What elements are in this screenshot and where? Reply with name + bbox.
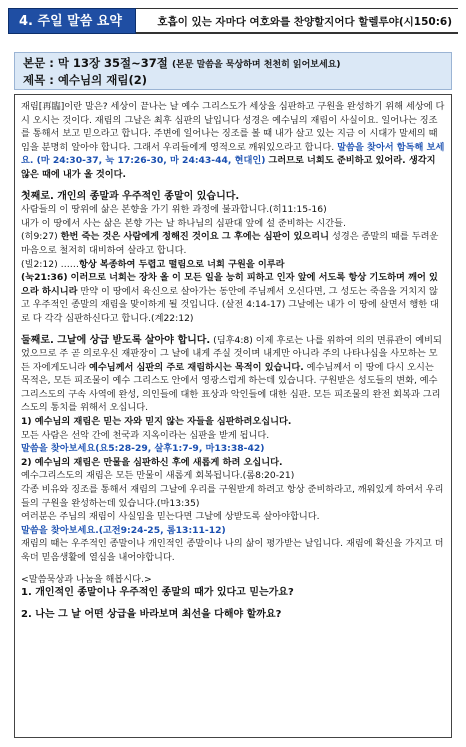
point2-paragraph [21,334,445,416]
intro-paragraph [21,100,445,182]
section-badge: 4. 주일 말씀 요약 [8,8,136,34]
sub1-text: 모든 사람은 선악 간에 천국과 지옥이라는 심판을 받게 됩니다. [21,429,270,441]
sub1-reference: 말씀을 찾아보세요(요5:28-29, 살후1:7-9, 마13:38-42) [21,443,265,455]
title-box [14,52,452,90]
intro-closing: 그러므로 너희도 준비하고 있어라. 생각지 않은 때에 내가 올 것이다. [21,155,436,180]
point2-text-1c: 예수님께서 이 땅에 다시 오시는 목적은, 모든 피조물이 예수 그리스도 안에서 영광스럽게 하는데 있습니다. 구원받은 성도들의 변화, 예수그리스도의 구속 사역에 완성, 의인들에 대한 표상과 악인들에 대한 심판. 모든 피조물의 완전 회복과 그리스도의 통치를 위해서 오십니다. [21,361,441,414]
ref-luke21: (눅21:36) [21,272,68,284]
sub2-heading: 2) 예수님의 재림은 만물을 심판하신 후에 새롭게 하려 오십니다. [21,456,283,468]
question-2: 2. 나는 그 날 어떤 상급을 바라보며 최선을 다해야 할까요? [21,608,282,620]
intro-text: 재림[再臨]이란 말은? 세상이 끝나는 날 예수 그리스도가 세상을 심판하고 구원을 완성하기 위해 세상에 다시 오시는 것이다. 재림의 그날은 최후 심판의 날입니다 성경은 예수님의 재림이 사실이요. 일어나는 징조를 통해서 보고 믿으라고 합니다. 주변에 일어나는 징조를 볼 때 내가 살고 있는 지금 이 시대가 말세의 때임을 분명히 알아야 합니다. 그래서 우리들에게 영적으로 깨워있으라고 합니다. [21,101,445,153]
point1-heading: 첫째로. 개인의 종말과 우주적인 종말이 있습니다. [21,190,240,202]
point1-text-3 [21,230,445,257]
ref-phil2: (빌2:12) …… [21,258,79,270]
passage-note: (본문 말씀을 묵상하며 천천히 읽어보세요) [171,60,341,70]
point2-text-1: (딤후4:8) 이제 후로는 나를 위하여 의의 면류관이 예비되었으므로 주 곧 의로우신 재판장이 그 날에 내게 주실 것이며 내게만 아니라 주의 나타나심을 사모하는 모든 자에게도니라 [21,334,442,373]
point1-text-3c: 성경은 종말의 때를 두려운 마음으로 철저히 대비하여 살라고 합니다. [21,231,439,256]
sub2-text-3: 여러분은 주님의 재림이 사실임을 믿는다면 그날에 상받도록 살아야합니다. [21,511,320,523]
quote-luke21: 이러므로 너희는 장차 올 이 모든 일을 능히 피하고 인자 앞에 서도록 항상 기도하며 깨어 있으라 하시니라 [21,272,438,297]
sub2-reference: 말씀을 찾아보세요.(고전9:24-25, 롬13:11-12) [21,524,226,536]
point2-text-1b: 예수님께서 심판의 주로 재림하시는 목적이 있습니다. [88,361,304,373]
passage-line [23,56,443,73]
content-box [14,94,452,738]
sermon-title: 제목 : 예수님의 재림(2) [23,73,147,87]
point1-text-2: 내가 이 땅에서 사는 삶은 본향 가는 날 하나님의 심판대 앞에 설 준비하는 시간들. [21,217,346,229]
header [8,8,458,36]
ref-heb9: (히9:27) [21,231,58,243]
question-1: 1. 개인적인 종말이나 우주적인 종말의 때가 있다고 믿는가요? [21,587,294,599]
point1-text-4 [21,258,445,272]
discussion-label: <말씀묵상과 나눔을 해봅시다.> [21,573,152,585]
sub2-text-4: 재림의 때는 우주적인 종말이나 개인적인 종말이나 나의 삶이 평가받는 날입니다. 재림에 확신을 가지고 더욱더 믿음생활에 열심을 내어야합니다. [21,538,444,563]
passage-label: 본문 : 막 13장 35절~37절 [23,56,168,70]
verse-banner: 호흡이 있는 자마다 여호와를 찬양할지어다 할렐루야(시150:6) [136,8,458,34]
sub2-text-1: 예수그리스도의 재림은 모든 만물이 새롭게 회복됩니다.(롬8:20-21) [21,470,295,482]
point1-text-5 [21,271,445,325]
sub2-text-2: 각종 비유와 징조를 통해서 재림의 그날에 우리를 구원받게 하려고 항상 준비하라고, 깨워있게 하여서 우리들의 구원을 완성하는데 있습니다.(마13:35) [21,484,444,509]
point1-text-1: 사람들의 이 땅위에 삶은 본향을 가기 위한 과정에 불과합니다.(히11:15-16) [21,204,327,216]
sub1-heading: 1) 예수님의 재림은 믿는 자와 믿지 않는 자들을 심판하려오십니다. [21,416,292,428]
quote-phil2: 항상 복종하여 두렵고 떨림으로 너희 구원을 이루라 [78,258,285,270]
intro-highlight: 말씀을 찾아서 함독해 보세요. (마 24:30-37, 눅 17:26-30, 마 24:43-44, 현대인) [21,141,445,167]
point2-heading: 둘째로. 그날에 상급 받도록 살아야 합니다. [21,334,211,346]
point1-text-5c: 만약 이 땅에서 육신으로 살아가는 동안에 주님께서 오신다면, 그 성도는 죽음을 거치지 않고 우주적인 종말의 재림을 맞이하게 될 것입니다. (살전 4:14-17) 그날에는 내가 이 땅에 살면서 행한 대로 다 각각 심판하신다고 합니다.(계22:12) [21,285,439,324]
quote-heb9: 한번 죽는 것은 사람에게 정해진 것이요 그 후에는 심판이 있으리니 [60,231,330,243]
